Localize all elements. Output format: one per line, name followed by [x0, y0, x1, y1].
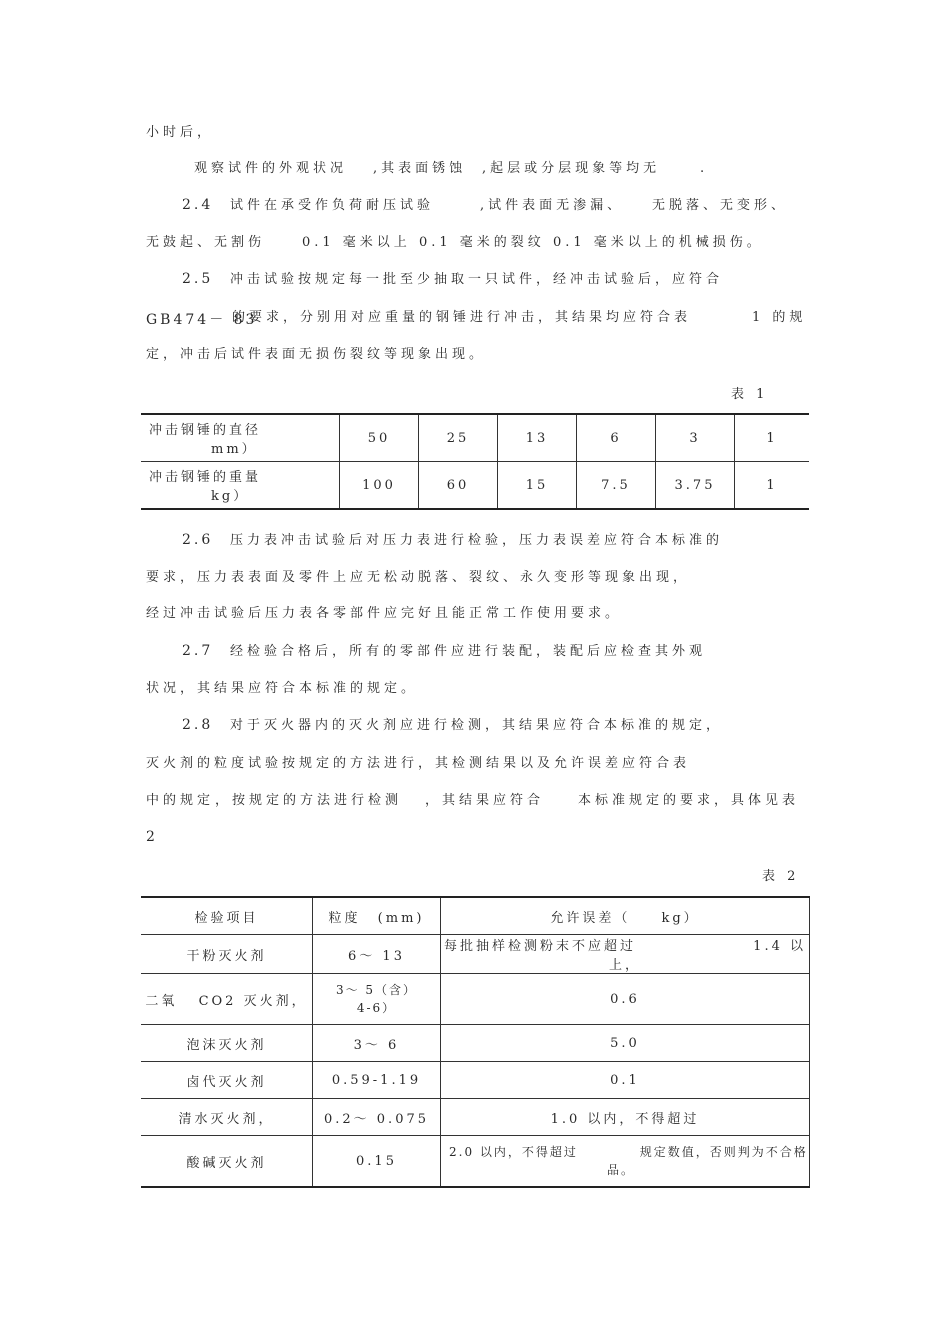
text-line-15b: ，按规定的方法进行检测 [215, 793, 403, 808]
cell-text: 4-6） [356, 1001, 397, 1015]
table-cell: 0.6 [441, 974, 810, 1025]
section-2-8-number: 2.8 [182, 717, 214, 733]
table-cell: 6 [577, 414, 656, 462]
table-row [141, 462, 809, 510]
header-unit: kg） [661, 910, 700, 926]
table-cell: 5.0 [441, 1025, 810, 1062]
table-1 [141, 413, 809, 510]
table-cell: 3～ 6 [313, 1025, 441, 1062]
table-cell: 酸碱灭火剂 [141, 1136, 313, 1188]
header-cell [313, 897, 441, 935]
table-cell [441, 935, 810, 974]
table-cell: 1 [735, 462, 810, 510]
cell-text: 规定数值，否则判为不合格 [639, 1145, 808, 1159]
text-line-16: 2 [146, 829, 158, 845]
table-cell: 泡沫灭火剂 [141, 1025, 313, 1062]
text-line-3b: 试件在承受作负荷耐压试验 [230, 198, 435, 213]
text-line-4b: 0.1 毫米以上 [302, 235, 411, 250]
text-line-6b: 的要求，分别用对应重量的钢锤进行冲击，其结果均应符合表 [232, 310, 692, 325]
text-line-9: 要求，压力表表面及零件上应无松动脱落、裂纹、永久变形等现象出现， [146, 570, 691, 585]
text-line-2d: . [700, 161, 709, 176]
table-cell: 3.75 [656, 462, 735, 510]
table-cell: 100 [340, 462, 419, 510]
table-cell: 清水灭火剂， [141, 1099, 313, 1136]
text-line-11b: 经检验合格后，所有的零部件应进行装配，装配后应检查其外观 [230, 644, 707, 659]
text-line-8b: 压力表冲击试验后对压力表进行检验，压力表误差应符合本标准的 [230, 533, 724, 548]
text-line-6c: 1 的规 [752, 310, 807, 325]
section-2-4-number: 2.4 [182, 197, 214, 213]
table-cell: 1.0 以内，不得超过 [441, 1099, 810, 1136]
text-line-15d: 本标准规定的要求，具体见表 [578, 793, 800, 808]
header-cell: 检验项目 [141, 897, 313, 935]
table-row [141, 1025, 810, 1062]
standard-code: GB474－ 83 [146, 312, 258, 328]
table-cell: 50 [340, 414, 419, 462]
table-row [141, 1099, 810, 1136]
table-2-caption: 表 2 [762, 869, 800, 884]
table-cell: 60 [419, 462, 498, 510]
table-cell: 0.15 [313, 1136, 441, 1188]
table-cell [441, 1136, 810, 1188]
row-label: 冲击钢锤的直径 [149, 423, 262, 438]
cell-text: 每批抽样检测粉末不应超过 [444, 939, 637, 954]
table-cell: 1 [735, 414, 810, 462]
cell-text: 品。 [607, 1163, 636, 1177]
cell-text: CO2 灭火剂， [198, 993, 308, 1009]
table-cell: 卤代灭火剂 [141, 1062, 313, 1099]
section-2-5-number: 2.5 [182, 271, 214, 287]
text-line-3c: ,试件表面无渗漏、 [480, 198, 625, 213]
header-text: 允许误差（ [550, 910, 631, 926]
table-row [141, 935, 810, 974]
text-line-3d: 无脱落、无变形、 [652, 198, 789, 213]
cell-text: 1.4 以上， [608, 939, 806, 973]
table-cell [141, 974, 313, 1025]
text-line-2c: ,起层或分层现象等均无 [482, 161, 661, 176]
row-label: 冲击钢锤的重量 [149, 470, 262, 485]
text-line-4d: 0.1 毫米以上的机械损伤。 [553, 235, 764, 250]
table-cell [141, 462, 340, 510]
table-cell: 0.2～ 0.075 [313, 1099, 441, 1136]
text-line-15a: 中的规定 [146, 793, 215, 808]
table-cell: 15 [498, 462, 577, 510]
table-cell: 7.5 [577, 462, 656, 510]
table-cell: 25 [419, 414, 498, 462]
cell-text: 3～ 5（含） [335, 983, 418, 997]
text-line-10: 经过冲击试验后压力表各零部件应完好且能正常工作使用要求。 [146, 606, 623, 621]
header-unit: (mm) [377, 910, 425, 926]
text-line-2b: ,其表面锈蚀 [373, 161, 467, 176]
table-row [141, 974, 810, 1025]
table-cell: 3 [656, 414, 735, 462]
table-cell: 0.59-1.19 [313, 1062, 441, 1099]
text-line-4c: 0.1 毫米的裂纹 [419, 235, 545, 250]
table-cell: 6～ 13 [313, 935, 441, 974]
text-line-7: 定，冲击后试件表面无损伤裂纹等现象出现。 [146, 347, 487, 362]
table-row [141, 1136, 810, 1188]
text-line-13b: 对于灭火器内的灭火剂应进行检测，其结果应符合本标准的规定， [230, 718, 724, 733]
header-text: 粒度 [328, 910, 361, 926]
table-2 [141, 896, 810, 1188]
text-line-5b: 冲击试验按规定每一批至少抽取一只试件，经冲击试验后，应符合 [230, 272, 724, 287]
table-row [141, 414, 809, 462]
row-unit: kg） [211, 489, 250, 504]
table-1-caption: 表 1 [731, 387, 769, 402]
table-cell: 13 [498, 414, 577, 462]
header-cell [441, 897, 810, 935]
text-line-1: 小时后， [146, 125, 215, 140]
text-line-2a: 观察试件的外观状况 [194, 161, 348, 176]
text-line-4a: 无鼓起、无割伤 [146, 235, 266, 250]
table-header-row [141, 897, 810, 935]
table-cell [313, 974, 441, 1025]
text-line-15c: ，其结果应符合 [425, 793, 545, 808]
section-2-6-number: 2.6 [182, 532, 214, 548]
section-2-7-number: 2.7 [182, 643, 214, 659]
text-line-12: 状况，其结果应符合本标准的规定。 [146, 681, 419, 696]
table-cell: 0.1 [441, 1062, 810, 1099]
text-line-14: 灭火剂的粒度试验按规定的方法进行，其检测结果以及允许误差应符合表 [146, 756, 691, 771]
table-cell [141, 414, 340, 462]
cell-text: 二氧 [145, 993, 178, 1009]
cell-text: 2.0 以内，不得超过 [449, 1145, 578, 1159]
row-unit: mm） [211, 442, 258, 457]
table-cell: 干粉灭火剂 [141, 935, 313, 974]
table-row [141, 1062, 810, 1099]
